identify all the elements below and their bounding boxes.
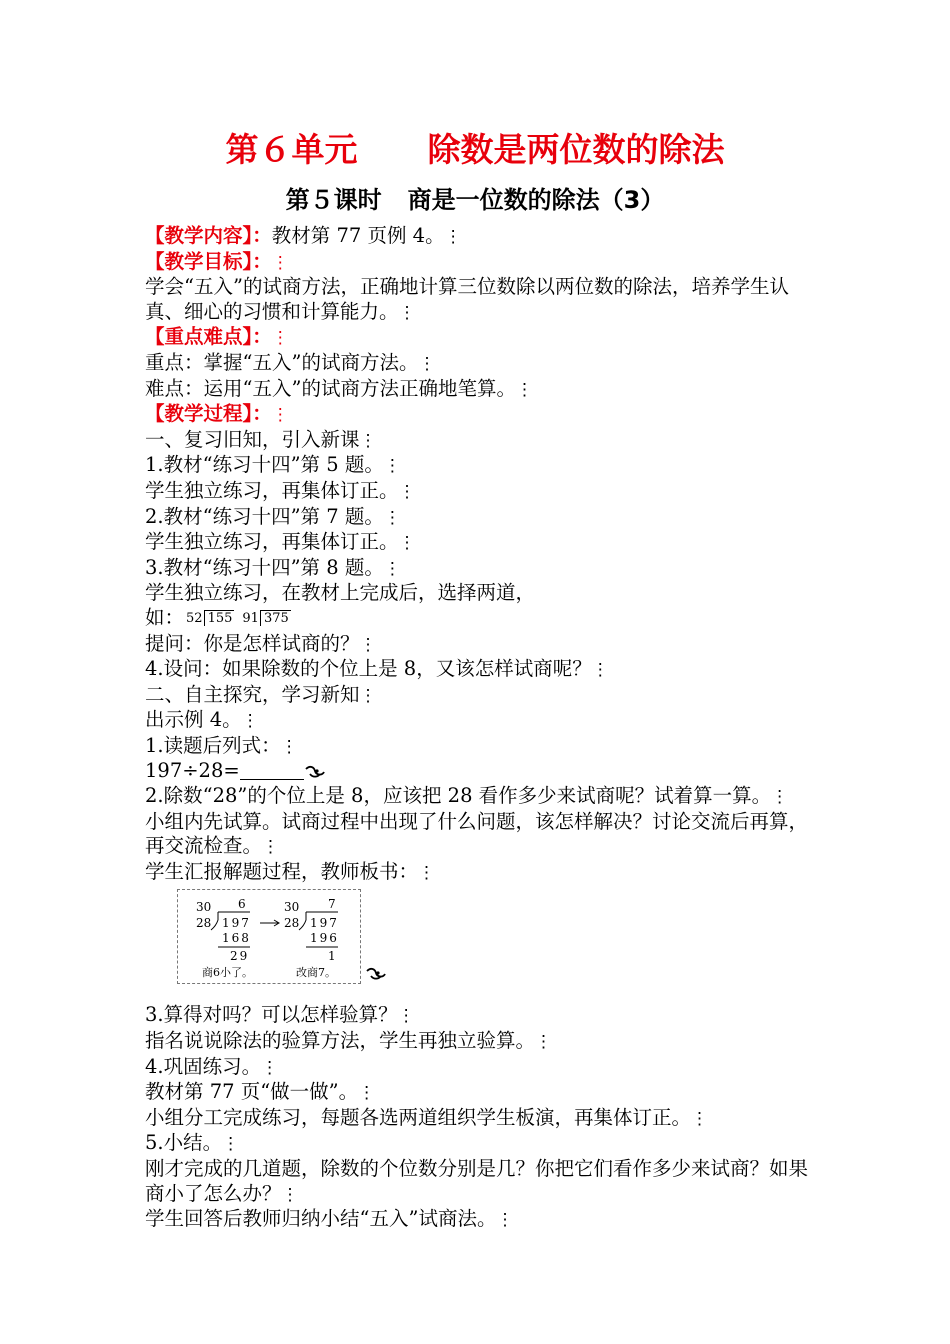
- text-line: [145, 453, 815, 479]
- text-line: [145, 1157, 815, 1207]
- text-line: [145, 530, 815, 556]
- paragraph-mark: ⋮: [383, 456, 401, 477]
- paragraph-mark: ⋮: [397, 1006, 415, 1027]
- paragraph-mark: ⋮: [591, 660, 609, 681]
- paragraph-mark: ⋮: [222, 1134, 240, 1155]
- line-text: 学会“五入”的试商方法，正确地计算三位数除以两位数的除法，培养学生认真、细心的习惯和计算能力。: [145, 275, 789, 323]
- paragraph-mark: ⋮: [398, 481, 416, 502]
- paragraph-mark: ⋮: [271, 328, 289, 349]
- document-body: [145, 224, 815, 1233]
- line-text: 学生汇报解题过程，教师板书：: [145, 859, 419, 883]
- line-text: 1.教材“练习十四”第 5 题。: [145, 453, 384, 477]
- curl-icon: [304, 765, 326, 779]
- text-line: [145, 810, 815, 860]
- paragraph-mark: ⋮: [280, 736, 298, 757]
- line-text: 二、自主探究，学习新知: [145, 682, 360, 706]
- text-line: [145, 708, 815, 734]
- division-diagram: 30 6 28 197 168 29 商6小了。 30 7 28 197 196 1 改商7。: [177, 889, 361, 984]
- unit-number: 第６单元: [225, 130, 358, 169]
- text-line: [145, 1106, 815, 1132]
- line-text: 学生独立练习，在教材上完成后，选择两道，: [145, 581, 536, 605]
- lesson-number: 第５课时: [285, 186, 382, 214]
- text-line: [145, 325, 815, 351]
- line-text: 5.小结。: [145, 1131, 223, 1155]
- equation-line: 197÷28=: [145, 759, 815, 784]
- paragraph-mark: ⋮: [398, 533, 416, 554]
- curl-icon: [365, 967, 387, 981]
- line-text: 指名说说除法的验算方法，学生再独立验算。: [145, 1029, 536, 1053]
- line-text: 学生独立练习，再集体订正。: [145, 478, 399, 502]
- text-line: [145, 683, 815, 709]
- text-line: [145, 1003, 815, 1029]
- text-line: [145, 1131, 815, 1157]
- section-discuss: [145, 784, 815, 885]
- line-text: 难点：运用“五入”的试商方法正确地笔算。: [145, 376, 516, 400]
- text-line: [145, 351, 815, 377]
- section-heading: 【教学过程】：: [145, 402, 272, 426]
- line-text: 2.除数“28”的个位上是 8，应该把 28 看作多少来试商呢？试着算一算。: [145, 784, 772, 808]
- paragraph-mark: ⋮: [418, 353, 436, 374]
- line-text: 小组内先试算。试商过程中出现了什么问题，该怎样解决？讨论交流后再算，再交流检查。: [145, 809, 809, 858]
- text-line: [145, 1029, 815, 1055]
- text-line: [145, 632, 815, 658]
- paragraph-mark: ⋮: [261, 1057, 279, 1078]
- text-line: [145, 734, 815, 760]
- paragraph-mark: ⋮: [771, 787, 789, 808]
- paragraph-mark: ⋮: [418, 862, 436, 883]
- paragraph-mark: ⋮: [241, 711, 259, 732]
- line-text: 3.教材“练习十四”第 8 题。: [145, 555, 384, 579]
- paragraph-mark: ⋮: [444, 227, 462, 247]
- line-text: 重点：掌握“五入”的试商方法。: [145, 350, 419, 374]
- unit-topic: 除数是两位数的除法: [427, 130, 725, 169]
- text-line: [145, 1080, 815, 1106]
- long-division-problem: 52 155 91 375: [186, 610, 289, 626]
- section-heading: 【重点难点】：: [145, 325, 272, 349]
- text-line: [145, 1055, 815, 1081]
- text-line: [145, 275, 815, 325]
- line-text: 3.算得对吗？可以怎样验算？: [145, 1003, 398, 1027]
- text-line: [145, 1207, 815, 1233]
- paragraph-mark: ⋮: [359, 430, 377, 451]
- section-heading: 【教学目标】：: [145, 249, 272, 273]
- paragraph-mark: ⋮: [398, 302, 416, 323]
- paragraph-mark: ⋮: [496, 1210, 514, 1231]
- line-text: 1.读题后列式：: [145, 733, 281, 757]
- paragraph-mark: ⋮: [515, 379, 533, 400]
- text-line: [145, 860, 815, 886]
- paragraph-mark: ⋮: [359, 685, 377, 706]
- line-text: 4.巩固练习。: [145, 1054, 262, 1078]
- text-line: [145, 581, 815, 606]
- paragraph-mark: ⋮: [691, 1108, 709, 1129]
- text-line: [145, 505, 815, 531]
- line-text: 4.设问：如果除数的个位上是 8，又该怎样试商呢？: [145, 657, 592, 681]
- section-heading: 【教学内容】：: [145, 224, 272, 247]
- paragraph-mark: ⋮: [358, 1083, 376, 1104]
- text-line: [145, 428, 815, 454]
- text-line: [145, 479, 815, 505]
- text-line: [145, 784, 815, 810]
- paragraph-mark: ⋮: [535, 1032, 553, 1053]
- paragraph-mark: ⋮: [383, 558, 401, 579]
- line-text: 学生独立练习，再集体订正。: [145, 530, 399, 554]
- text-line: [145, 657, 815, 683]
- line-text: 小组分工完成练习，每题各选两道组织学生板演，再集体订正。: [145, 1105, 692, 1129]
- paragraph-mark: ⋮: [359, 634, 377, 655]
- lesson-topic: 商是一位数的除法（3）: [407, 186, 665, 214]
- example-line: 如： 52 155 91 375: [145, 606, 815, 632]
- line-text: 教材第 77 页例 4。: [271, 224, 445, 247]
- text-line: [145, 224, 815, 250]
- line-text: 提问：你是怎样试商的？: [145, 631, 360, 655]
- text-line: [145, 250, 815, 276]
- unit-title: [0, 128, 950, 172]
- line-text: 教材第 77 页“做一做”。: [145, 1080, 359, 1104]
- line-text: 2.教材“练习十四”第 7 题。: [145, 504, 384, 528]
- paragraph-mark: ⋮: [281, 1184, 299, 1205]
- line-text: 学生回答后教师归纳小结“五入”试商法。: [145, 1207, 497, 1231]
- text-line: [145, 556, 815, 582]
- line-text: 一、复习旧知，引入新课: [145, 427, 360, 451]
- text-line: [145, 402, 815, 428]
- text-line: [145, 377, 815, 403]
- lesson-subtitle: [0, 182, 950, 218]
- answer-blank: [240, 761, 304, 780]
- paragraph-mark: ⋮: [271, 405, 289, 426]
- section-explore: [145, 632, 815, 760]
- paragraph-mark: ⋮: [262, 837, 280, 858]
- section-intro: [145, 224, 815, 606]
- paragraph-mark: ⋮: [271, 252, 289, 273]
- line-text: 出示例 4。: [145, 708, 242, 732]
- board-figure: [145, 885, 815, 1003]
- line-text: 刚才完成的几道题，除数的个位数分别是几？你把它们看作多少来试商？如果商小了怎么办？: [145, 1157, 809, 1205]
- section-practice: [145, 1003, 815, 1232]
- paragraph-mark: ⋮: [383, 507, 401, 528]
